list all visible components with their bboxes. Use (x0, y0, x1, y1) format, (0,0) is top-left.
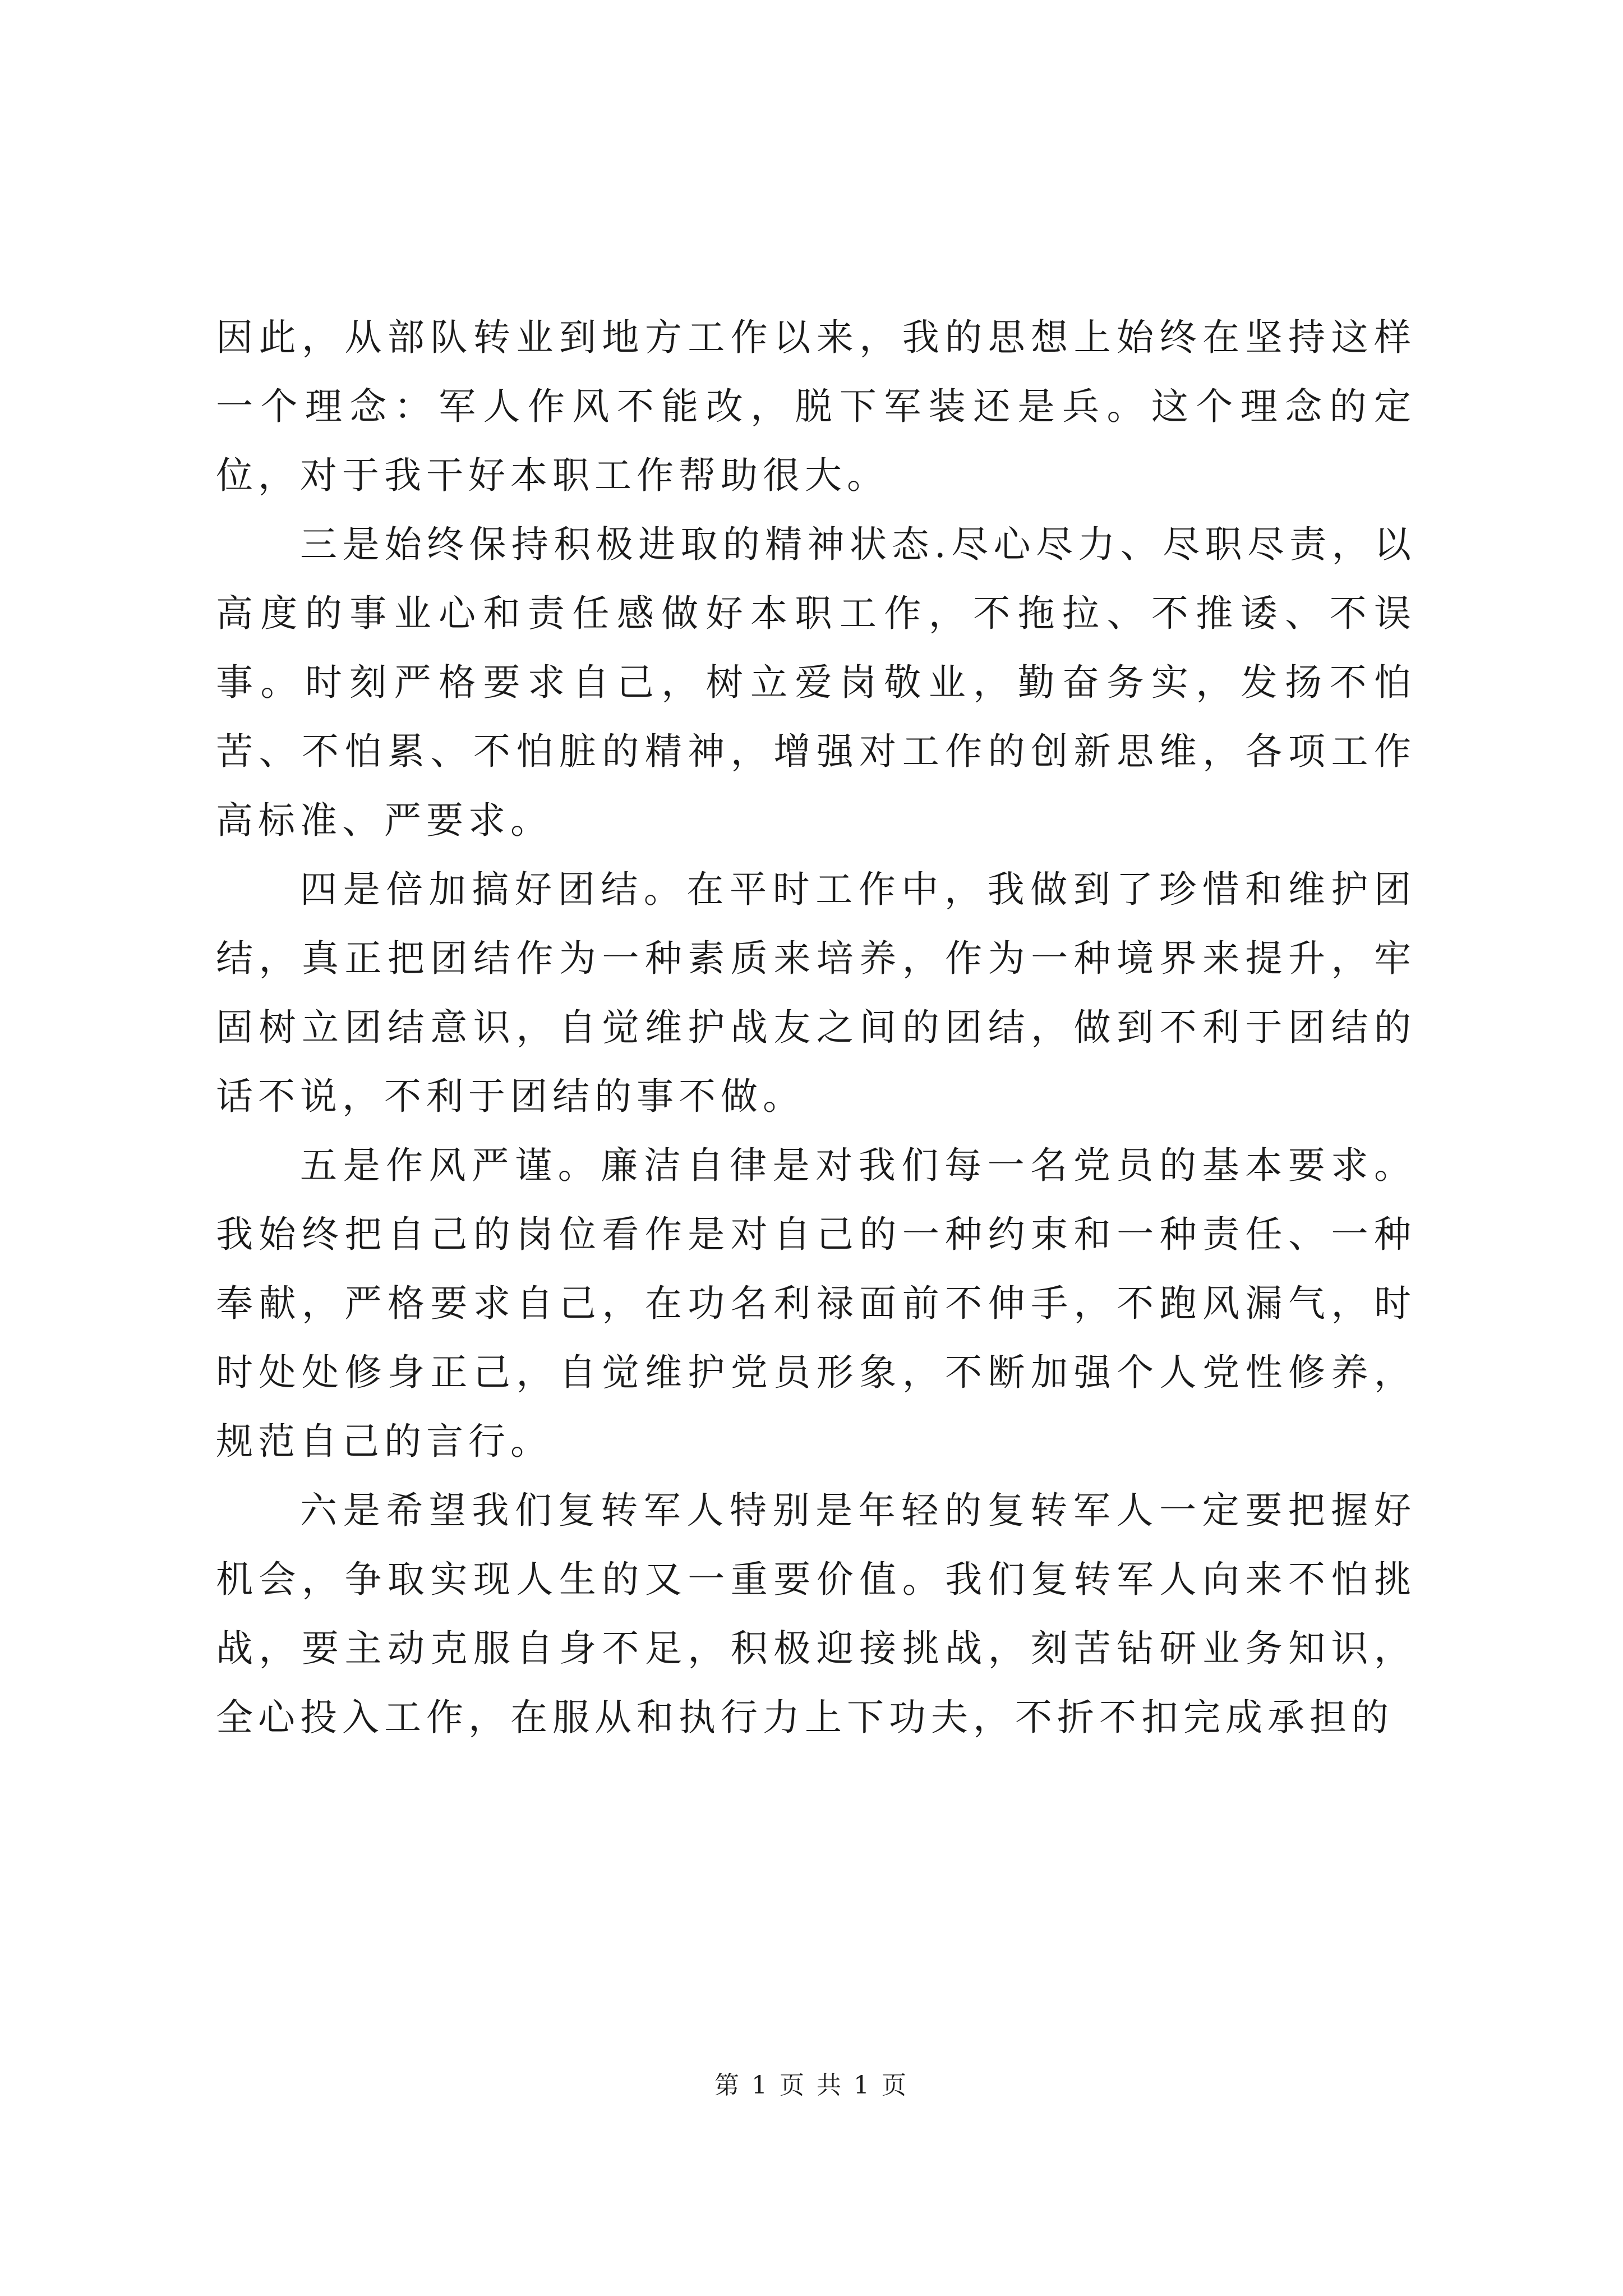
paragraph-point-six: 六是希望我们复转军人特别是年轻的复转军人一定要把握好机会，争取实现人生的又一重要价值。我们复转军人向来不怕挑战，要主动克服自身不足，积极迎接挑战，刻苦钻研业务知识，全心投入工作，在服从和执行力上下功夫，不折不扣完成承担的 (216, 1489, 1416, 1739)
paragraph-continued: 因此，从部队转业到地方工作以来，我的思想上始终在坚持这样一个理念：军人作风不能改，脱下军装还是兵。这个理念的定位，对于我干好本职工作帮助很大。 (216, 316, 1416, 497)
paragraph-point-four: 四是倍加搞好团结。在平时工作中，我做到了珍惜和维护团结，真正把团结作为一种素质来培养，作为一种境界来提升，牢固树立团结意识，自觉维护战友之间的团结，做到不利于团结的话不说，不利于团结的事不做。 (216, 868, 1416, 1118)
paragraph-point-five: 五是作风严谨。廉洁自律是对我们每一名党员的基本要求。我始终把自己的岗位看作是对自己的一种约束和一种责任、一种奉献，严格要求自己，在功名利禄面前不伸手，不跑风漏气，时时处处修身正己，自觉维护党员形象，不断加强个人党性修养，规范自己的言行。 (216, 1144, 1416, 1463)
page-number-footer: 第 1 页 共 1 页 (714, 2071, 909, 2100)
paragraph-point-three: 三是始终保持积极进取的精神状态.尽心尽力、尽职尽责，以高度的事业心和责任感做好本职工作，不拖拉、不推诿、不误事。时刻严格要求自己，树立爱岗敬业，勤奋务实，发扬不怕苦、不怕累、不怕脏的精神，增强对工作的创新思维，各项工作高标准、严要求。 (216, 523, 1416, 842)
document-body (216, 303, 1416, 1752)
